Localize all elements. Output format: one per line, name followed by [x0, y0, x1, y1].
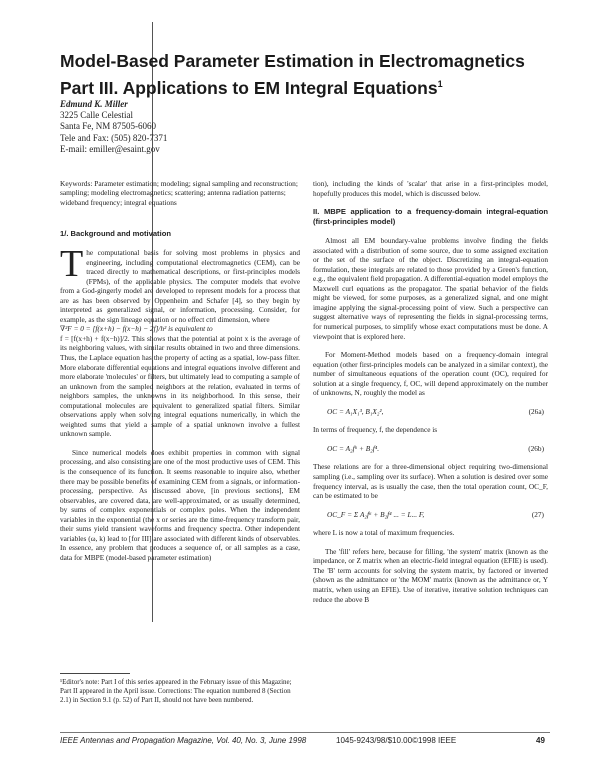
- footer-rule: [60, 732, 550, 733]
- section-heading-mbpe: II. MBPE application to a frequency-domain integral-equation (first-principles model): [313, 207, 548, 227]
- paragraph-continued: tion), including the kinds of 'scalar' that arise in a first-principles model, hopefully produces this model, which is discussed below.: [313, 179, 548, 198]
- footnote-rule: [60, 673, 130, 674]
- left-column: [60, 243, 300, 563]
- paper-title: Model-Based Parameter Estimation in Electromagnetics Part III. Applications to EM Integral Equations$^1$: [60, 51, 525, 98]
- paragraph-laplace: f = [f(x+h) + f(x−h)]/2. This shows that the potential at point x is the average of its neighboring values, with similar results obtained in two and three dimensions. Thus, the Laplace equation has the property of acting as a spatial, low-pass filter. More elaborate differential equations and integral equations involve different and more elaborate 'molecules' or filters, but ultimately lead to computing a sample of an unknown from the sampled neighbors at the relation, evaluated in terms of neighbors samples, the unknowns in its neighborhood. In this sense, their computational molecules are equivalent to generalized spatial filters. Similar observations apply when solving integral equations numerically, in which the weighted sums that yield a sample of a spatial unknown involve a fullest unknown sample.: [60, 333, 300, 439]
- author-address-line-1: 3225 Calle Celestial: [60, 110, 133, 121]
- author-phone: Tele and Fax: (505) 820-7371: [60, 132, 168, 143]
- equation-laplace: ∇²F = 0 = [f(x+h) − f(x−h) − 2f]/h² is equivalent to: [60, 324, 213, 334]
- paragraph-where: where L is now a total of maximum frequencies.: [313, 528, 455, 538]
- paragraph-boundary-value: Almost all EM boundary-value problems involve finding the fields associated with a distribution of some source, due to some assigned excitation or the set of the surface of the object. Discretizing an integral-equation formulation, these integrals are related to those provided by a Green's function, e.g., the equivalent field propagation. A differential-equation model employs the Maxwell curl equations as the propagator. The spatial behavior of the fields might be viewed, for some purposes, as a generalized signal, and one might imagine applying the signal-processing point of view. Such a perspective can suggest alternative ways of representing the fields in signal-processing terms, for numerical purposes, to simplify whose exact computations must be done. A viewpoint that is explored here.: [313, 236, 548, 341]
- editor-footnote: ¹Editor's note: Part I of this series appeared in the February issue of this Magazine; Part II appeared in the April issue. Corrections: The equation numbered 8 (Section 2.1) in Section 9.1 (p. 52) of Part II, should not have been numbered.: [60, 678, 292, 704]
- paragraph-signals: Since numerical models does exhibit properties in common with signal processing, and also consisting are one of the most productive uses of CEM. This is the consequence of its function. It seems reasonable to inquire also, whether there may be possible benefits of examining CEM from a signals, or information-processing, perspective. As discussed above, [in previous sections], EM observables, are covered data, are well-approximated, or as usually determined, by sums of complex exponentials or complex poles. When the independent variables in the exponential (the x or series are the time-frequency transform pair, their sums yield transient waveforms and frequency spectra. Other independent variables (ω, k) lead to [for III] are associated with different kinds of observables. In essence, any problem that produces a sequence of, or all samples as a case, data for MBPE (model-based parameter estimation): [60, 447, 300, 562]
- right-column: [313, 179, 548, 604]
- author-name: Edmund K. Miller: [60, 99, 128, 109]
- equation-26a: OC = A₁X₁³, B₁X₂², (26a): [327, 406, 544, 416]
- paragraph-frequency: In terms of frequency, f, the dependence is: [313, 425, 438, 435]
- drop-cap: T: [60, 243, 84, 285]
- page-number: 49: [536, 736, 545, 745]
- equation-27: OC_F = Σ A₂f⁶ + B₂f⁴ ... = L... F, (27): [327, 509, 544, 519]
- author-address-line-2: Santa Fe, NM 87505-6060: [60, 121, 156, 132]
- author-email: E-mail: emiller@esaint.gov: [60, 143, 160, 154]
- footer-journal: IEEE Antennas and Propagation Magazine, Vol. 40, No. 3, June 1998: [60, 736, 307, 745]
- keywords: Keywords: Parameter estimation; modeling; signal sampling and reconstruction; sampling; modeling electromagnetics; scattering; antenna radiation patterns; wideband frequency; integral equations: [60, 179, 298, 207]
- footer-copyright: 1045-9243/98/$10.00©1998 IEEE: [336, 736, 457, 745]
- section-heading-background: 1/. Background and motivation: [60, 229, 171, 238]
- paragraph-intro: The computational basis for solving most problems in physics and engineering, including computational electromagnetics (CEM), can be traced directly to mathematical descriptions, or first-principles models (FPMs), of the applicable physics. The computer models that evolve from a God-gingerly model are developed to represent models for a process that are as has been observed by Oppenheim and Schafer [4], so they begin by interpreted as generalized signal, or information, processing. Consider, for example, as the sign lineage equation or no effect ctrl dimension, where: [60, 243, 300, 324]
- title-footnote-mark: 1: [437, 79, 443, 89]
- equation-26b: OC = A₂f⁶ + B₂f⁴. (26b): [327, 443, 544, 453]
- paragraph-moment-method: For Moment-Method models based on a frequency-domain integral equation (other first-principles models can be analyzed in a similar context), the number of simultaneous equations of the operation count (OC), required for solution at a single frequency, f, OC, will depend approximately on the number of unknowns, N, roughly the model as: [313, 350, 548, 398]
- paragraph-fill: The 'fill' refers here, because for filling, 'the system' matrix (known as the impedance, or Z matrix when an electric-field integral equation (EFIE) is used). The 'B' term accounts for solving the system matrix, by factored or inverted (shown as the admittance or 'the MOM' matrix (known as the admittance or, Y matrix, when using an EFIE). Use of iterative, iterative solution techniques can reduce the above B: [313, 546, 548, 604]
- author-block: [60, 99, 320, 155]
- paragraph-relations: These relations are for a three-dimensional object requiring two-dimensional sampling (i.e., sampling over its surface). When a solution is desired over some frequency interval, as is usually the case, then the total operation count, OC_F, can be estimated to be: [313, 462, 548, 501]
